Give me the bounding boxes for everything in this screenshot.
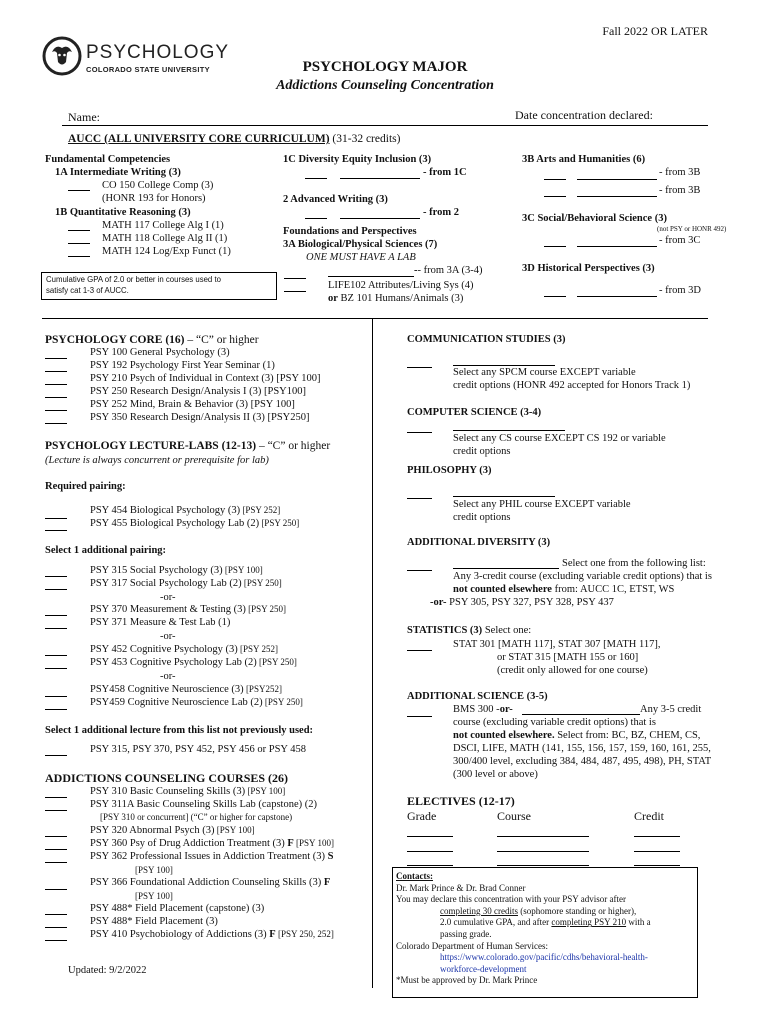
psy455: PSY 455 Biological Psychology Lab (2) [PSY 250] — [90, 518, 300, 529]
blank-comm-b[interactable] — [453, 365, 555, 366]
comm-heading: COMMUNICATION STUDIES (3) — [407, 334, 566, 345]
or-1: -or- — [160, 592, 176, 603]
required-pairing: Required pairing: — [45, 481, 126, 492]
blank-life102[interactable] — [284, 291, 306, 292]
logo-subtitle: COLORADO STATE UNIVERSITY — [86, 65, 210, 74]
cs-heading: COMPUTER SCIENCE (3-4) — [407, 407, 542, 418]
blank-3a-b[interactable] — [328, 276, 414, 277]
phil-line-2: credit options — [453, 512, 511, 523]
core-course-blank[interactable] — [45, 371, 67, 372]
electives-heading: ELECTIVES (12-17) — [407, 794, 515, 808]
stat-line-3: (credit only allowed for one course) — [497, 665, 648, 676]
contacts-line-4: 2.0 cumulative GPA, and after completing PSY 210 with a — [440, 917, 651, 928]
elective-3-credit[interactable] — [634, 865, 680, 866]
psy459: PSY459 Cognitive Neuroscience Lab (2) [PSY 250] — [90, 697, 303, 708]
blank-psy311a[interactable] — [45, 810, 67, 811]
core-course: PSY 252 Mind, Brain & Behavior (3) [PSY 100] — [90, 399, 295, 410]
blank-math117[interactable] — [68, 230, 90, 231]
cat-2: 2 Advanced Writing (3) — [283, 194, 388, 205]
math124: MATH 124 Log/Exp Funct (1) — [102, 246, 231, 257]
blank-psy453[interactable] — [45, 668, 67, 669]
core-course: PSY 192 Psychology First Year Seminar (1) — [90, 360, 275, 371]
cat-3a: 3A Biological/Physical Sciences (7) — [283, 239, 438, 250]
psy311a: PSY 311A Basic Counseling Skills Lab (capstone) (2) — [90, 799, 317, 810]
psy454: PSY 454 Biological Psychology (3) [PSY 252] — [90, 505, 281, 516]
sci-line-2: course (excluding variable credit options) that is — [453, 717, 656, 728]
cat-1c: 1C Diversity Equity Inclusion (3) — [283, 154, 432, 165]
aucc-heading: AUCC (ALL UNIVERSITY CORE CURRICULUM) — [68, 133, 330, 145]
psy452: PSY 452 Cognitive Psychology (3) [PSY 252] — [90, 644, 278, 655]
or-3: -or- — [160, 671, 176, 682]
psy488: PSY 488* Field Placement (3) — [90, 916, 218, 927]
name-label: Name: — [68, 110, 100, 124]
psy320: PSY 320 Abnormal Psych (3) [PSY 100] — [90, 825, 255, 836]
psy310: PSY 310 Basic Counseling Skills (3) [PSY 100] — [90, 786, 286, 797]
blank-psy459[interactable] — [45, 709, 67, 710]
core-course-blank[interactable] — [45, 410, 67, 411]
core-course: PSY 100 General Psychology (3) — [90, 347, 230, 358]
phil-heading: PHILOSOPHY (3) — [407, 465, 492, 476]
sci-line-3: not counted elsewhere. Select from: BC, BZ, CHEM, CS, — [453, 730, 701, 741]
blank-3b-2b[interactable] — [577, 196, 657, 197]
page-title: PSYCHOLOGY MAJOR — [302, 59, 468, 75]
sci-line-1: BMS 300 -or- — [453, 704, 513, 715]
blank-3d-a[interactable] — [544, 296, 566, 297]
cdhs-link-line-1[interactable]: https://www.colorado.gov/pacific/cdhs/behavioral-health- — [440, 952, 648, 963]
comm-line-2: credit options (HONR 492 accepted for Honors Track 1) — [453, 380, 691, 391]
blank-math118[interactable] — [68, 243, 90, 244]
elective-1-credit[interactable] — [634, 836, 680, 837]
blank-cs-a[interactable] — [407, 432, 432, 433]
from-3a: -- from 3A (3-4) — [414, 265, 483, 276]
div-line-3: not counted elsewhere from: AUCC 1C, ETST, WS — [453, 584, 675, 595]
blank-stat[interactable] — [407, 650, 432, 651]
psy360: PSY 360 Psy of Drug Addiction Treatment (3) F [PSY 100] — [90, 838, 334, 849]
core-course: PSY 250 Research Design/Analysis I (3) [PSY100] — [90, 386, 307, 397]
blank-comm-a[interactable] — [407, 367, 432, 368]
bz101-row: or BZ 101 Humans/Animals (3) — [328, 293, 464, 304]
blank-2-a[interactable] — [305, 218, 327, 219]
core-heading-row: PSYCHOLOGY CORE (16) – “C” or higher — [45, 334, 259, 346]
contacts-line-7: *Must be approved by Dr. Mark Prince — [396, 975, 538, 986]
elective-1-grade[interactable] — [407, 836, 453, 837]
psy370: PSY 370 Measurement & Testing (3) [PSY 250] — [90, 604, 287, 615]
psy453: PSY 453 Cognitive Psychology Lab (2) [PSY 250] — [90, 657, 297, 668]
elective-2-grade[interactable] — [407, 851, 453, 852]
elective-2-course[interactable] — [497, 851, 589, 852]
sci-line-4: DSCI, LIFE, MATH (141, 155, 156, 157, 159, 160, 161, 255, — [453, 743, 711, 754]
from-1c: - from 1C — [423, 167, 467, 178]
gpa-note-1: Cumulative GPA of 2.0 or better in courses used to — [46, 275, 221, 284]
psy458: PSY458 Cognitive Neuroscience (3) [PSY252] — [90, 684, 282, 695]
cat-1a: 1A Intermediate Writing (3) — [55, 167, 181, 178]
blank-psy455[interactable] — [45, 530, 67, 531]
aucc-divider — [42, 318, 708, 319]
blank-psy320[interactable] — [45, 836, 67, 837]
blank-3d-b[interactable] — [577, 296, 657, 297]
contacts-line-1: Dr. Mark Prince & Dr. Brad Conner — [396, 882, 526, 893]
blank-3c-b[interactable] — [577, 246, 657, 247]
from-3b-1: - from 3B — [659, 167, 701, 178]
sci-line-5: 300/400 level, excluding 384, 484, 487, 495, 498), PH, STAT — [453, 756, 712, 767]
updated-date: Updated: 9/2/2022 — [68, 965, 147, 976]
psy362: PSY 362 Professional Issues in Addiction Treatment (3) S — [90, 851, 334, 862]
cat-1b: 1B Quantitative Reasoning (3) — [55, 207, 191, 218]
elective-3-grade[interactable] — [407, 865, 453, 866]
select-lecture: Select 1 additional lecture from this list not previously used: — [45, 725, 314, 736]
cs-line-1: Select any CS course EXCEPT CS 192 or variable — [453, 433, 666, 444]
blank-psy371[interactable] — [45, 628, 67, 629]
contacts-box — [392, 867, 698, 998]
blank-1c-b[interactable] — [340, 178, 420, 179]
contacts-line-2: You may declare this concentration with your PSY advisor after — [396, 894, 626, 905]
labs-heading-row: PSYCHOLOGY LECTURE-LABS (12-13) – “C” or higher — [45, 440, 331, 452]
blank-3b-2a[interactable] — [544, 196, 566, 197]
gpa-note-box — [41, 272, 277, 300]
blank-psy454[interactable] — [45, 518, 67, 519]
blank-psy488-b[interactable] — [45, 927, 67, 928]
core-course-blank[interactable] — [45, 384, 67, 385]
blank-3c-a[interactable] — [544, 246, 566, 247]
page-subtitle: Addictions Counseling Concentration — [276, 78, 494, 93]
edition-label: Fall 2022 OR LATER — [602, 24, 708, 38]
blank-math124[interactable] — [68, 256, 90, 257]
electives-grade-col: Grade — [407, 809, 437, 823]
cat-3c: 3C Social/Behavioral Science (3) — [522, 213, 667, 224]
not-psy-note: (not PSY or HONR 492) — [657, 225, 727, 233]
stat-line-2: or STAT 315 [MATH 155 or 160] — [497, 652, 639, 663]
blank-cs-b[interactable] — [453, 430, 565, 431]
life102: LIFE102 Attributes/Living Sys (4) — [328, 280, 474, 291]
blank-psy488-a[interactable] — [45, 914, 67, 915]
contacts-line-5: passing grade. — [440, 928, 492, 939]
blank-psy315[interactable] — [45, 576, 67, 577]
math118: MATH 118 College Alg II (1) — [102, 233, 228, 244]
cs-line-2: credit options — [453, 446, 511, 457]
from-2: - from 2 — [423, 207, 459, 218]
cat-3b: 3B Arts and Humanities (6) — [522, 154, 646, 165]
core-heading: PSYCHOLOGY CORE (16) — [45, 334, 185, 346]
psy366: PSY 366 Foundational Addiction Counseling Skills (3) F — [90, 877, 331, 888]
stat-heading-row: STATISTICS (3) Select one: — [407, 625, 532, 636]
from-3b-2: - from 3B — [659, 185, 701, 196]
psy366-pre: [PSY 100] — [135, 891, 173, 901]
div-line-2: Any 3-credit course (excluding variable credit options) that is — [453, 571, 712, 582]
select-pairing: Select 1 additional pairing: — [45, 545, 167, 556]
name-line — [62, 125, 708, 126]
from-3d: - from 3D — [659, 285, 701, 296]
blank-psy310[interactable] — [45, 797, 67, 798]
stat-heading: STATISTICS (3) — [407, 625, 483, 636]
psy371: PSY 371 Measure & Test Lab (1) — [90, 617, 231, 628]
phil-line-1: Select any PHIL course EXCEPT variable — [453, 499, 631, 510]
electives-course-col: Course — [497, 809, 531, 823]
or-2: -or- — [160, 631, 176, 642]
blank-2-b[interactable] — [340, 218, 420, 219]
sci-line-1b: Any 3-5 credit — [640, 704, 702, 715]
blank-psy452[interactable] — [45, 655, 67, 656]
cat-3d: 3D Historical Perspectives (3) — [522, 263, 655, 274]
psy410: PSY 410 Psychobiology of Addictions (3) F [PSY 250, 252] — [90, 929, 334, 940]
div-heading: ADDITIONAL DIVERSITY (3) — [407, 537, 551, 548]
blank-psy360[interactable] — [45, 849, 67, 850]
cdhs-link-line-2[interactable]: workforce-development — [440, 963, 527, 974]
elective-2-credit[interactable] — [634, 851, 680, 852]
blank-psy410[interactable] — [45, 940, 67, 941]
psy317: PSY 317 Social Psychology Lab (2) [PSY 250] — [90, 578, 282, 589]
blank-3b-1b[interactable] — [577, 179, 657, 180]
blank-sci-any[interactable] — [522, 714, 640, 715]
core-course-blank[interactable] — [45, 397, 67, 398]
lecture-list: PSY 315, PSY 370, PSY 452, PSY 456 or PSY 458 — [90, 744, 306, 755]
blank-3a-a[interactable] — [284, 278, 306, 279]
sci-heading: ADDITIONAL SCIENCE (3-5) — [407, 691, 548, 702]
sci-line-6: (300 level or above) — [453, 769, 538, 780]
date-declared-label: Date concentration declared: — [515, 108, 653, 122]
blank-psy317[interactable] — [45, 589, 67, 590]
electives-credit-col: Credit — [634, 809, 664, 823]
blank-phil-a[interactable] — [407, 498, 432, 499]
psy362-pre: [PSY 100] — [135, 865, 173, 875]
div-line-1: Select one from the following list: — [562, 558, 706, 569]
blank-psy370[interactable] — [45, 615, 67, 616]
column-divider — [372, 318, 373, 988]
fund-comp-heading: Fundamental Competencies — [45, 154, 171, 165]
co150: CO 150 College Comp (3) — [102, 180, 214, 191]
psy488-capstone: PSY 488* Field Placement (capstone) (3) — [90, 903, 265, 914]
labs-heading: PSYCHOLOGY LECTURE-LABS (12-13) — [45, 440, 257, 452]
stat-line-1: STAT 301 [MATH 117], STAT 307 [MATH 117], — [453, 639, 661, 650]
core-course: PSY 350 Research Design/Analysis II (3) [PSY250] — [90, 412, 310, 423]
elective-3-course[interactable] — [497, 865, 589, 866]
must-have-lab: ONE MUST HAVE A LAB — [306, 252, 416, 263]
foundations-heading: Foundations and Perspectives — [283, 226, 417, 237]
blank-phil-b[interactable] — [453, 496, 555, 497]
blank-div-b[interactable] — [453, 568, 559, 569]
blank-div-a[interactable] — [407, 570, 432, 571]
blank-lecture[interactable] — [45, 755, 67, 756]
blank-psy458[interactable] — [45, 696, 67, 697]
logo-title: PSYCHOLOGY — [86, 42, 230, 63]
gpa-note-2: satisfy cat 1-3 of AUCC. — [46, 286, 129, 295]
elective-1-course[interactable] — [497, 836, 589, 837]
aucc-heading-row — [68, 133, 400, 145]
blank-3b-1a[interactable] — [544, 179, 566, 180]
psy315: PSY 315 Social Psychology (3) [PSY 100] — [90, 565, 263, 576]
contacts-line-3: completing 30 credits (sophomore standing or higher), — [440, 905, 637, 916]
blank-sci[interactable] — [407, 716, 432, 717]
contacts-heading: Contacts: — [396, 871, 433, 881]
psy311a-note: [PSY 310 or concurrent] (“C” or higher for capstone) — [100, 812, 293, 822]
blank-psy362[interactable] — [45, 862, 67, 863]
honr193: (HONR 193 for Honors) — [102, 193, 206, 204]
div-line-4: -or- PSY 305, PSY 327, PSY 328, PSY 437 — [430, 597, 614, 608]
addictions-heading: ADDICTIONS COUNSELING COURSES (26) — [45, 771, 289, 785]
math117: MATH 117 College Alg I (1) — [102, 220, 224, 231]
blank-co150[interactable] — [68, 190, 90, 191]
from-3c: - from 3C — [659, 235, 701, 246]
core-course-blank[interactable] — [45, 358, 67, 359]
comm-line-1: Select any SPCM course EXCEPT variable — [453, 367, 636, 378]
core-course: PSY 210 Psych of Individual in Context (3) [PSY 100] — [90, 373, 321, 384]
contacts-line-6: Colorado Department of Human Services: — [396, 940, 548, 951]
core-course-blank[interactable] — [45, 423, 67, 424]
blank-psy366[interactable] — [45, 889, 67, 890]
cdhs-link[interactable] — [396, 952, 694, 975]
labs-note: (Lecture is always concurrent or prerequisite for lab) — [45, 455, 269, 466]
blank-1c-a[interactable] — [305, 178, 327, 179]
aucc-credits: (31-32 credits) — [332, 133, 401, 145]
